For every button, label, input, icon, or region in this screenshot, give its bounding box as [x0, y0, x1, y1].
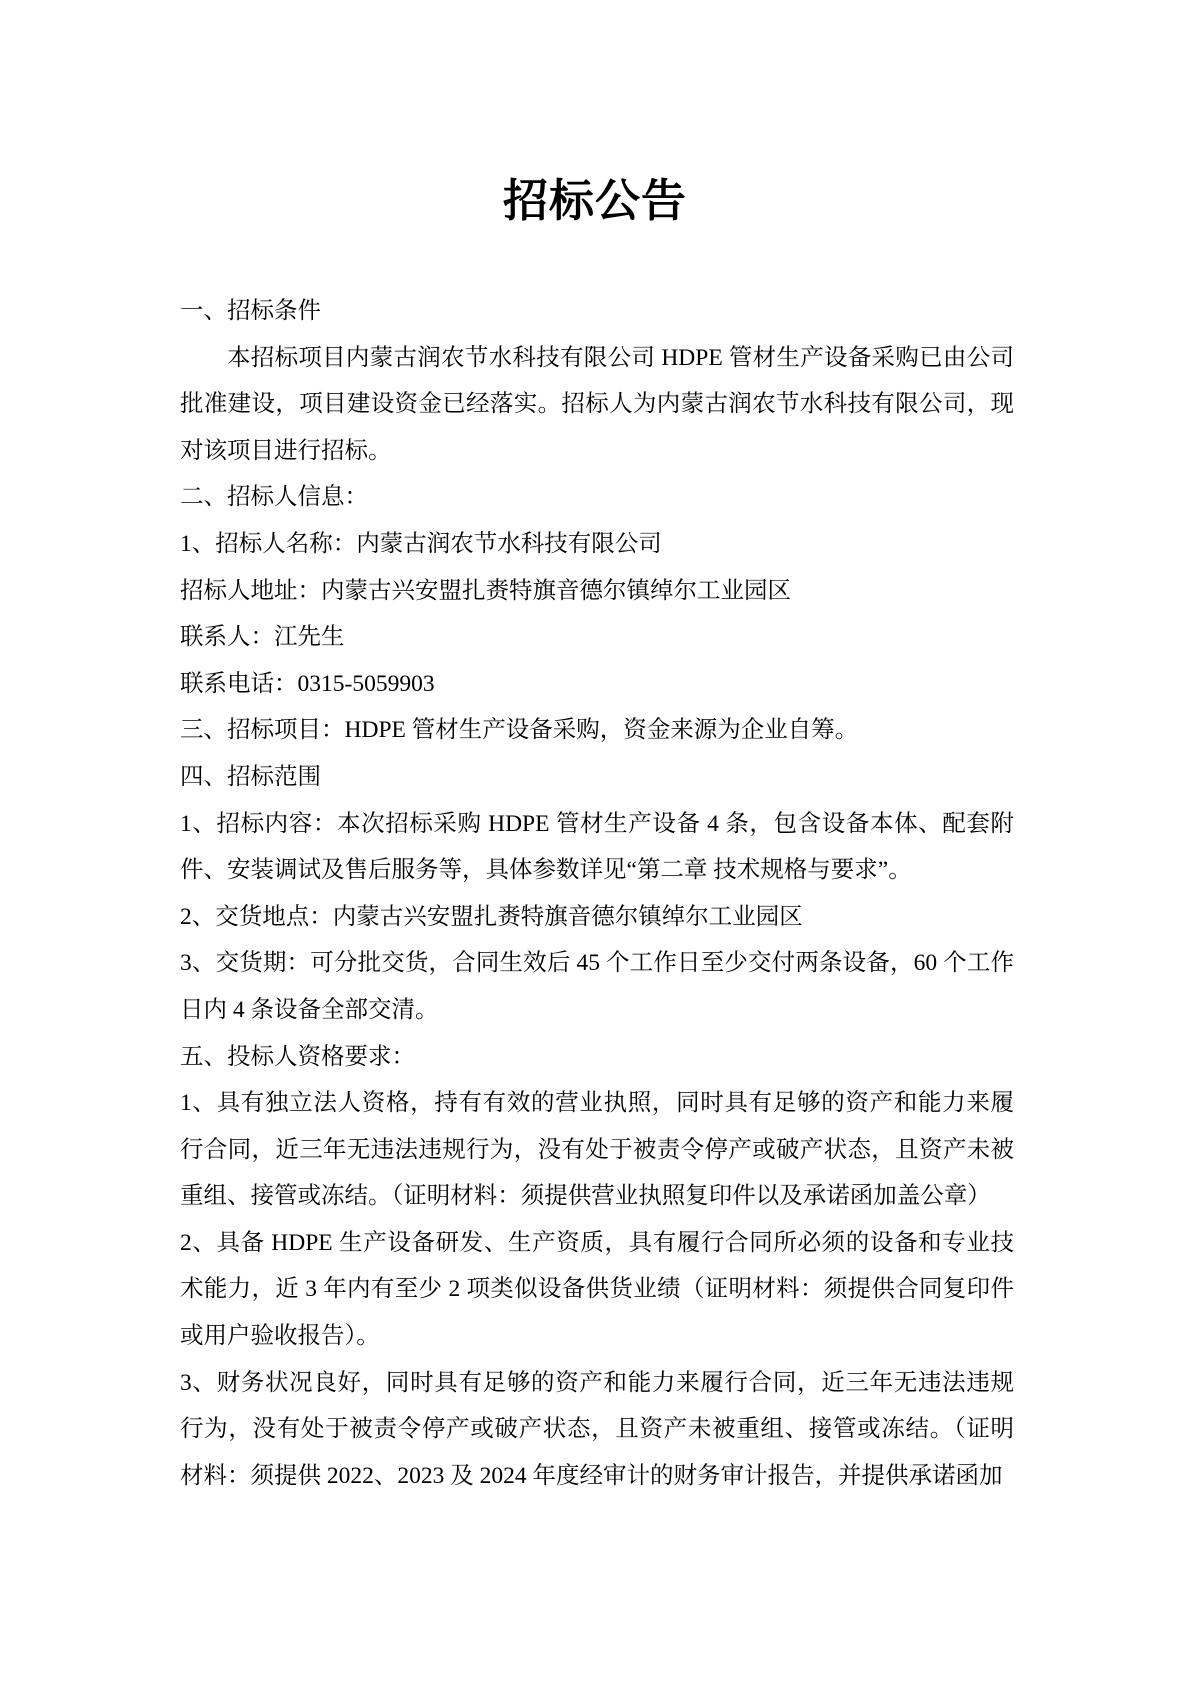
paragraph: 3、财务状况良好，同时具有足够的资产和能力来履行合同，近三年无违法违规行为，没有处于被责令停产或破产状态，且资产未被重组、接管或冻结。（证明材料：须提供 2022、2023 及 2024 年度经审计的财务审计报告，并提供承诺函加 [180, 1369, 1014, 1489]
paragraph: 五、投标人资格要求： [180, 1043, 415, 1070]
paragraph: 四、招标范围 [180, 763, 321, 790]
document-title: 招标公告 [502, 176, 687, 226]
paragraph: 本招标项目内蒙古润农节水科技有限公司 HDPE 管材生产设备采购已由公司批准建设，项目建设资金已经落实。招标人为内蒙古润农节水科技有限公司，现对该项目进行招标。 [180, 344, 1014, 464]
paragraph: 1、具有独立法人资格，持有有效的营业执照，同时具有足够的资产和能力来履行合同，近三年无违法违规行为，没有处于被责令停产或破产状态，且资产未被重组、接管或冻结。（证明材料：须提供营业执照复印件以及承诺函加盖公章） [180, 1090, 1014, 1210]
paragraph: 3、交货期：可分批交货，合同生效后 45 个工作日至少交付两条设备，60 个工作日内 4 条设备全部交清。 [180, 950, 1014, 1023]
paragraph: 联系电话：0315-5059903 [180, 670, 435, 697]
paragraph: 2、具备 HDPE 生产设备研发、生产资质，具有履行合同所必须的设备和专业技术能力，近 3 年内有至少 2 项类似设备供货业绩（证明材料：须提供合同复印件或用户验收报告）。 [180, 1229, 1014, 1350]
paragraph: 一、招标条件 [180, 298, 321, 324]
paragraph: 2、交货地点：内蒙古兴安盟扎赉特旗音德尔镇绰尔工业园区 [180, 903, 803, 930]
paragraph: 1、招标人名称：内蒙古润农节水科技有限公司 [180, 530, 662, 557]
paragraph: 二、招标人信息： [180, 484, 368, 511]
paragraph: 招标人地址：内蒙古兴安盟扎赉特旗音德尔镇绰尔工业园区 [180, 577, 791, 604]
document-body [180, 288, 1014, 1499]
paragraph: 1、招标内容：本次招标采购 HDPE 管材生产设备 4 条，包含设备本体、配套附件、安装调试及售后服务等，具体参数详见“第二章 技术规格与要求”。 [180, 810, 1014, 884]
paragraph: 联系人：江先生 [180, 624, 345, 651]
paragraph: 三、招标项目：HDPE 管材生产设备采购，资金来源为企业自筹。 [180, 717, 859, 744]
